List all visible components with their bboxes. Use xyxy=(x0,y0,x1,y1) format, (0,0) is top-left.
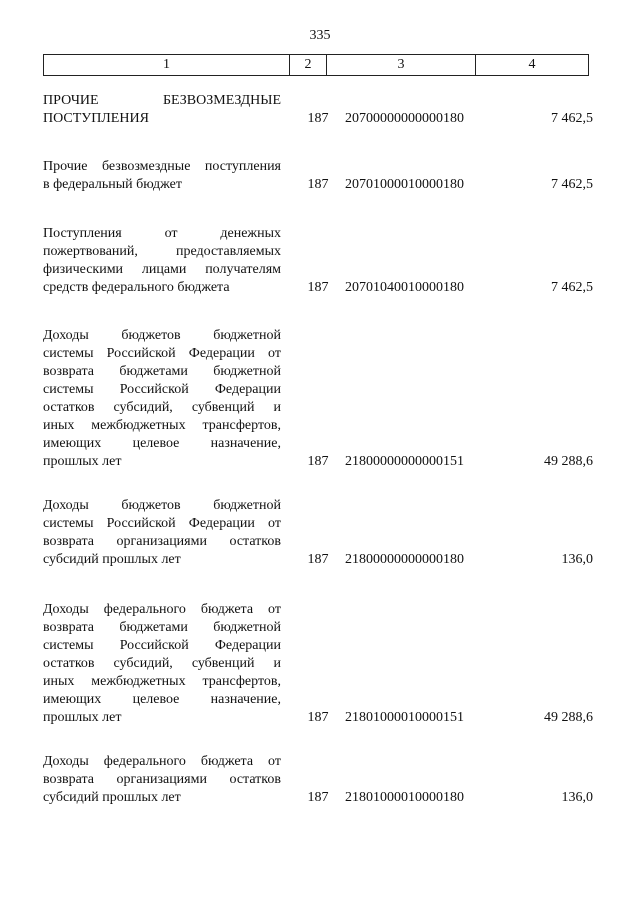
row-admin-code: 187 xyxy=(307,710,329,725)
description-line: системы Российской Федерации xyxy=(43,638,281,653)
column-header-1: 1 xyxy=(44,55,290,75)
description-line: Прочие безвозмездные поступления xyxy=(43,159,281,174)
row-amount: 7 462,5 xyxy=(551,280,593,295)
description-line: субсидий прошлых лет xyxy=(43,790,181,805)
description-line: прошлых лет xyxy=(43,454,122,469)
row-description xyxy=(43,92,281,128)
description-line: возврата бюджетами бюджетной xyxy=(43,620,281,635)
row-admin-code: 187 xyxy=(307,454,329,469)
description-line: имеющих целевое назначение, xyxy=(43,436,281,451)
row-description xyxy=(43,327,281,471)
description-line: системы Российской Федерации от xyxy=(43,516,281,531)
description-line: ПОСТУПЛЕНИЯ xyxy=(43,111,149,126)
description-line: возврата бюджетами бюджетной xyxy=(43,364,281,379)
row-budget-code: 20700000000000180 xyxy=(345,111,464,126)
row-amount: 49 288,6 xyxy=(544,710,593,725)
row-budget-code: 21801000010000151 xyxy=(345,710,464,725)
description-line: возврата организациями остатков xyxy=(43,534,281,549)
row-description xyxy=(43,497,281,569)
column-header-3: 3 xyxy=(327,55,476,75)
description-line: остатков субсидий, субвенций и xyxy=(43,656,281,671)
row-admin-code: 187 xyxy=(307,177,329,192)
description-line: возврата организациями остатков xyxy=(43,772,281,787)
row-admin-code: 187 xyxy=(307,280,329,295)
description-line: Доходы бюджетов бюджетной xyxy=(43,328,281,343)
row-budget-code: 21801000010000180 xyxy=(345,790,464,805)
description-line: имеющих целевое назначение, xyxy=(43,692,281,707)
row-admin-code: 187 xyxy=(307,111,329,126)
description-line: пожертвований, предоставляемых xyxy=(43,244,281,259)
row-budget-code: 21800000000000180 xyxy=(345,552,464,567)
description-line: физическими лицами получателям xyxy=(43,262,281,277)
description-line: в федеральный бюджет xyxy=(43,177,182,192)
description-line: субсидий прошлых лет xyxy=(43,552,181,567)
row-admin-code: 187 xyxy=(307,552,329,567)
description-line: средств федерального бюджета xyxy=(43,280,230,295)
row-amount: 49 288,6 xyxy=(544,454,593,469)
description-line: Доходы федерального бюджета от xyxy=(43,754,281,769)
row-budget-code: 21800000000000151 xyxy=(345,454,464,469)
description-line: иных межбюджетных трансфертов, xyxy=(43,418,281,433)
row-budget-code: 20701000010000180 xyxy=(345,177,464,192)
description-line: системы Российской Федерации от xyxy=(43,346,281,361)
description-line: остатков субсидий, субвенций и xyxy=(43,400,281,415)
row-amount: 7 462,5 xyxy=(551,177,593,192)
row-amount: 7 462,5 xyxy=(551,111,593,126)
row-amount: 136,0 xyxy=(561,790,593,805)
column-header-2: 2 xyxy=(290,55,327,75)
description-line: иных межбюджетных трансфертов, xyxy=(43,674,281,689)
row-description xyxy=(43,601,281,727)
row-amount: 136,0 xyxy=(561,552,593,567)
column-header-4: 4 xyxy=(528,57,536,72)
description-line: Поступления от денежных xyxy=(43,226,281,241)
row-budget-code: 20701040010000180 xyxy=(345,280,464,295)
description-line: Доходы федерального бюджета от xyxy=(43,602,281,617)
page-number: 335 xyxy=(309,28,331,43)
table-header xyxy=(43,54,589,76)
row-description xyxy=(43,225,281,297)
description-line: Доходы бюджетов бюджетной xyxy=(43,498,281,513)
row-admin-code: 187 xyxy=(307,790,329,805)
description-line: ПРОЧИЕ БЕЗВОЗМЕЗДНЫЕ xyxy=(43,93,281,108)
description-line: прошлых лет xyxy=(43,710,122,725)
description-line: системы Российской Федерации xyxy=(43,382,281,397)
row-description xyxy=(43,753,281,807)
row-description xyxy=(43,158,281,194)
